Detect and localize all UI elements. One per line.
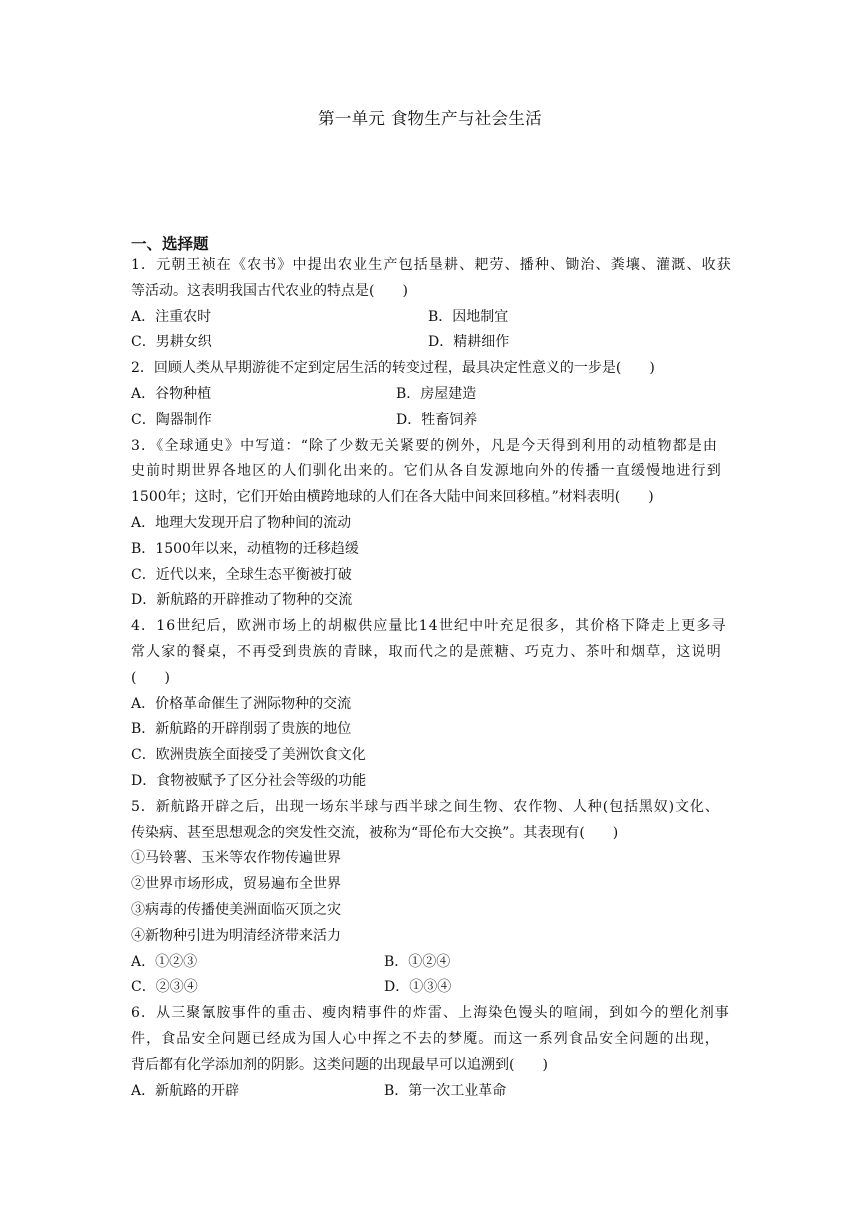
option-right: D．①③④ (384, 979, 452, 996)
page-title: 第一单元 食物生产与社会生活 (318, 109, 542, 128)
text-line (131, 872, 731, 898)
line-text: 背后都有化学添加剂的阴影。这类问题的出现最早可以追溯到( ) (131, 1056, 548, 1073)
line-text: ②世界市场形成，贸易遍布全世界 (131, 876, 341, 893)
option-right: B．因地制宜 (428, 308, 509, 325)
text-line (131, 279, 731, 305)
line-text: 6．从三聚氰胺事件的重击、瘦肉精事件的炸雷、上海染色馒头的喧闹，到如今的塑化剂事 (131, 1005, 730, 1022)
text-line (131, 588, 731, 614)
option-left: C．陶器制作 (131, 411, 212, 428)
line-text: C．近代以来，全球生态平衡被打破 (131, 566, 352, 583)
text-line (131, 1053, 731, 1079)
line-text: 1．元朝王祯在《农书》中提出农业生产包括垦耕、耙劳、播种、锄治、粪壤、灌溉、收获 (131, 257, 732, 273)
line-text: 4．16世纪后，欧洲市场上的胡椒供应量比14世纪中叶充足很多，其价格下降走上更多寻 (131, 618, 727, 635)
line-text: ( ) (131, 669, 170, 686)
line-text: B．新航路的开辟削弱了贵族的地位 (131, 721, 352, 738)
line-text: ③病毒的传播使美洲面临灭顶之灾 (131, 901, 341, 918)
line-text: 3．《全球通史》中写道：“除了少数无关紧要的例外，凡是今天得到利用的动植物都是由 (131, 437, 719, 454)
line-text: 1500年；这时，它们开始由横跨地球的人们在各大陆中间来回移植。”材料表明( ) (131, 489, 654, 506)
text-line (131, 614, 731, 640)
line-text: 5．新航路开辟之后，出现一场东半球与西半球之间生物、农作物、人种(包括黑奴)文化、 (131, 798, 720, 815)
line-text: 件，食品安全问题已经成为国人心中挥之不去的梦魇。而这一系列食品安全问题的出现， (131, 1030, 720, 1047)
text-line (131, 408, 731, 434)
option-left: A．注重农时 (131, 308, 212, 325)
section-heading: 一、选择题 (131, 235, 209, 253)
line-text: ④新物种引进为明清经济带来活力 (131, 927, 341, 944)
text-line (131, 640, 731, 666)
option-right: B．第一次工业革命 (384, 1082, 507, 1099)
text-line (131, 356, 731, 382)
text-line (131, 434, 731, 460)
line-text: D．食物被赋予了区分社会等级的功能 (131, 772, 367, 789)
text-line (131, 795, 731, 821)
text-line (131, 382, 731, 408)
option-right: D．牲畜饲养 (396, 411, 478, 428)
text-line (131, 330, 731, 356)
option-right: D．精耕细作 (428, 334, 510, 351)
text-line (131, 717, 731, 743)
text-line (131, 743, 731, 769)
text-line (131, 1001, 731, 1027)
option-left: A．①②③ (131, 953, 198, 970)
option-left: A．谷物种植 (131, 385, 212, 402)
line-text: 传染病、甚至思想观念的突发性交流，被称为“哥伦布大交换”。其表现有( ) (131, 824, 619, 841)
text-line (131, 459, 731, 485)
text-line (131, 821, 731, 847)
line-text: B．1500年以来，动植物的迁移趋缓 (131, 540, 359, 557)
line-text: 常人家的餐桌，不再受到贵族的青睐，取而代之的是蔗糖、巧克力、茶叶和烟草，这说明 (131, 643, 722, 660)
line-text: ①马铃薯、玉米等农作物传遍世界 (131, 850, 341, 867)
line-text: C．欧洲贵族全面接受了美洲饮食文化 (131, 747, 366, 764)
text-line (131, 769, 731, 795)
text-line (131, 950, 731, 976)
line-text: 史前时期世界各地区的人们驯化出来的。它们从各自发源地向外的传播一直缓慢地进行到 (131, 463, 722, 480)
text-line (131, 924, 731, 950)
line-text: 2．回顾人类从早期游徙不定到定居生活的转变过程，最具决定性意义的一步是( ) (131, 360, 655, 377)
text-line (131, 898, 731, 924)
text-line (131, 975, 731, 1001)
text-line (131, 485, 731, 511)
option-left: C．②③④ (131, 979, 198, 996)
text-line (131, 1079, 731, 1105)
option-left: C．男耕女织 (131, 334, 212, 351)
text-line (131, 511, 731, 537)
line-text: D．新航路的开辟推动了物种的交流 (131, 592, 353, 609)
option-right: B．①②④ (384, 953, 451, 970)
line-text: A．价格革命催生了洲际物种的交流 (131, 695, 352, 712)
option-right: B．房屋建造 (396, 385, 477, 402)
line-text: 等活动。这表明我国古代农业的特点是( ) (131, 282, 408, 299)
text-line (131, 1027, 731, 1053)
text-line (131, 666, 731, 692)
text-line (131, 692, 731, 718)
line-text: A．地理大发现开启了物种间的流动 (131, 514, 352, 531)
text-line (131, 305, 731, 331)
text-line (131, 563, 731, 589)
question-list (131, 253, 731, 1104)
text-line (131, 537, 731, 563)
text-line (131, 253, 731, 279)
option-left: A．新航路的开辟 (131, 1082, 240, 1099)
text-line (131, 846, 731, 872)
